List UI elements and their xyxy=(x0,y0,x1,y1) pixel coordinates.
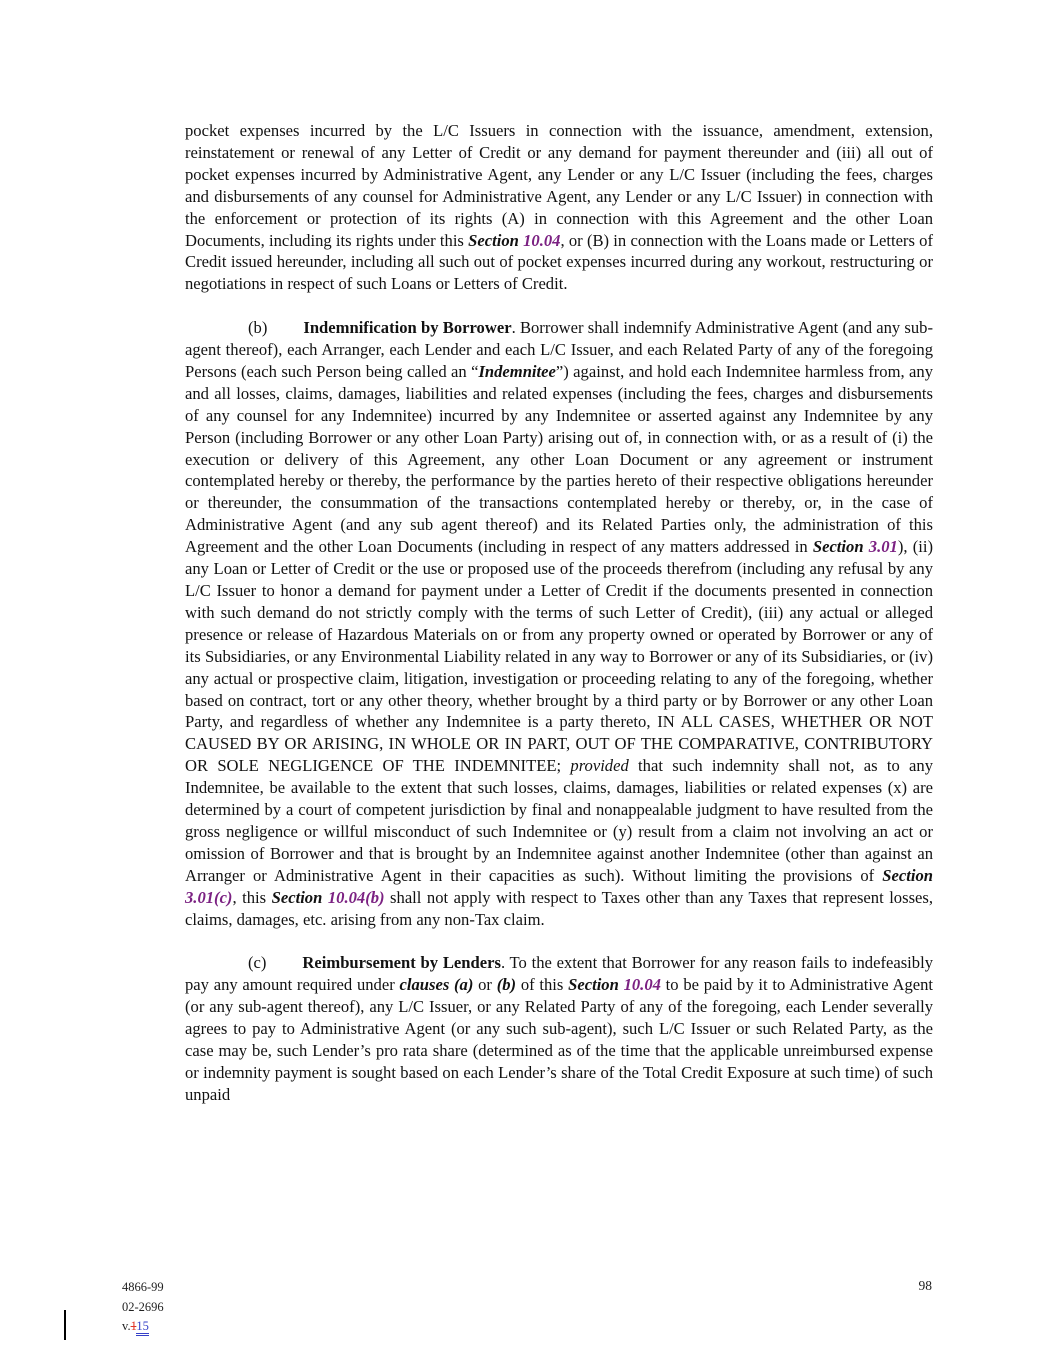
revision-change-bar xyxy=(64,1310,66,1340)
text-run: shall not apply with respect to Taxes other than any Taxes that represent losses, claims, damages, etc. arising from any non-Tax claim. xyxy=(185,887,933,929)
text-run: . To the extent that Borrower for any reason fails to indefeasibly pay any amount required under xyxy=(185,953,933,995)
text-run: (b) xyxy=(496,975,517,995)
paragraph-c-reimbursement xyxy=(185,952,933,1105)
text-run: pocket expenses incurred by the L/C Issuers in connection with the issuance, amendment, extension, reinstatement or renewal of any Letter of Credit or any demand for payment thereunder and (iii) all out of pocket expenses incurred by Administrative Agent, any Lender or any L/C Issuer (including the fees, charges and disbursements of any counsel for Administrative Agent, any Lender or any L/C Issuer) in connection with the enforcement or protection of its rights (A) in connection with this Agreement and the other Loan Documents, including its rights under this xyxy=(185,121,933,250)
section-cross-reference-link[interactable]: 10.04 xyxy=(623,975,661,995)
text-run: ”) against, and hold each Indemnitee harmless from, any and all losses, claims, damages, liabilities and related expenses (including the fees, charges and disbursements of any counsel for any Indemnitee) incurred by any Indemnitee or asserted against any Indemnitee by any Person (including Borrower or any other Loan Party) arising out of, in connection with, or as a result of (i) the execution or delivery of this Agreement, any other Loan Document or any agreement or instrument contemplated hereby or thereby, the performance by the parties hereto of their respective obligations hereunder or thereunder, the consummation of the transactions contemplated hereby or thereby, or, in the case of Administrative Agent (and any sub agent thereof) and its Related Parties only, the administration of this Agreement and the other Loan Documents (including in respect of any matters addressed in xyxy=(185,361,933,557)
section-cross-reference-link[interactable]: 10.04(b) xyxy=(327,887,385,907)
section-cross-reference-link[interactable]: 10.04 xyxy=(523,230,561,250)
footer-version-deleted-number: 1 xyxy=(130,1319,137,1333)
paragraph-a-continuation xyxy=(185,120,933,295)
footer-doc-id-2: 02-2696 xyxy=(122,1299,164,1314)
text-run: Section xyxy=(812,537,869,557)
text-run: to be paid by it to Administrative Agent (or any sub-agent thereof), any L/C Issuer, or any Related Party of any of the foregoing, each Lender severally agrees to pay to Administrative Agent (or any such sub-agent), such L/C Issuer or such Related Party, as the case may be, such Lender’s pro rata share (determined as of the time that the applicable unreimbursed expense or indemnity payment is sought based on each Lender’s share of the Total Credit Exposure at such time) of such unpaid xyxy=(185,975,934,1104)
text-run: . Borrower shall indemnify Administrative Agent (and any sub-agent thereof), each Arranger, each Lender and each L/C Issuer, and each Related Party of any of the foregoing Persons (each such Person being called an “ xyxy=(185,318,933,381)
text-run: Indemnitee xyxy=(478,361,556,381)
footer-version-prefix: v. xyxy=(122,1319,131,1333)
footer-version-line xyxy=(122,1317,164,1337)
footer-version-inserted-number: 15 xyxy=(136,1319,149,1336)
page-number: 98 xyxy=(918,1278,932,1293)
text-run: that such indemnity shall not, as to any Indemnitee, be available to the extent that such losses, claims, damages, liabilities or related expenses (x) are determined by a court of competent jurisdiction by final and nonappealable judgment to have resulted from the gross negligence or willful misconduct of such Indemnitee or (y) result from a claim not involving an act or omission of Borrower and that is brought by an Indemnitee against another Indemnitee (other than against an Arranger or Administrative Agent in their capacities as such). Without limiting the provisions of xyxy=(185,756,933,885)
text-run: , or (B) in connection with the Loans made or Letters of Credit issued hereunder, including all such out of pocket expenses incurred during any workout, restructuring or negotiations in respect of such Loans or Letters of Credit. xyxy=(185,230,933,294)
footer-doc-ids xyxy=(122,1278,164,1337)
text-run: Section xyxy=(468,230,524,250)
text-run: (c) xyxy=(248,953,267,973)
text-run: (b) xyxy=(248,318,268,338)
section-cross-reference-link[interactable]: 3.01 xyxy=(868,537,898,557)
text-run: ), (ii) any Loan or Letter of Credit or the use or proposed use of the proceeds therefrom (including any refusal by any L/C Issuer to honor a demand for payment under a Letter of Credit if the documents presented in connection with such demand do not strictly comply with the terms of such Letter of Credit), (iii) any actual or alleged presence or release of Hazardous Materials on or from any property owned or operated by Borrower or any of its Subsidiaries, or any Environmental Liability related in any way to Borrower or any of its Subsidiaries, or (iv) any actual or prospective claim, litigation, investigation or proceeding relating to any of the foregoing, whether based on contract, tort or any other theory, whether brought by a third party or by Borrower or any other Loan Party, and regardless of whether any Indemnitee is a party thereto, IN ALL CASES, WHETHER OR NOT CAUSED BY OR ARISING, IN WHOLE OR IN PART, OUT OF THE COMPARATIVE, CONTRIBUTORY OR SOLE NEGLIGENCE OF THE INDEMNITEE; xyxy=(185,537,933,776)
text-run: Section xyxy=(568,975,624,995)
text-run: provided xyxy=(570,756,629,776)
footer-doc-id-1: 4866-99 xyxy=(122,1280,164,1294)
text-run: Section xyxy=(882,865,933,885)
text-run: or xyxy=(473,975,497,995)
text-run: of this xyxy=(516,975,569,995)
section-cross-reference-link[interactable]: 3.01(c) xyxy=(185,887,233,907)
text-run: Indemnification by Borrower xyxy=(303,318,512,338)
paragraph-b-indemnification xyxy=(185,317,933,930)
text-run: Section xyxy=(271,887,328,907)
text-run: clauses (a) xyxy=(399,975,474,995)
text-run: , this xyxy=(232,887,272,907)
text-run: Reimbursement by Lenders xyxy=(302,953,501,973)
document-body xyxy=(185,120,933,1128)
